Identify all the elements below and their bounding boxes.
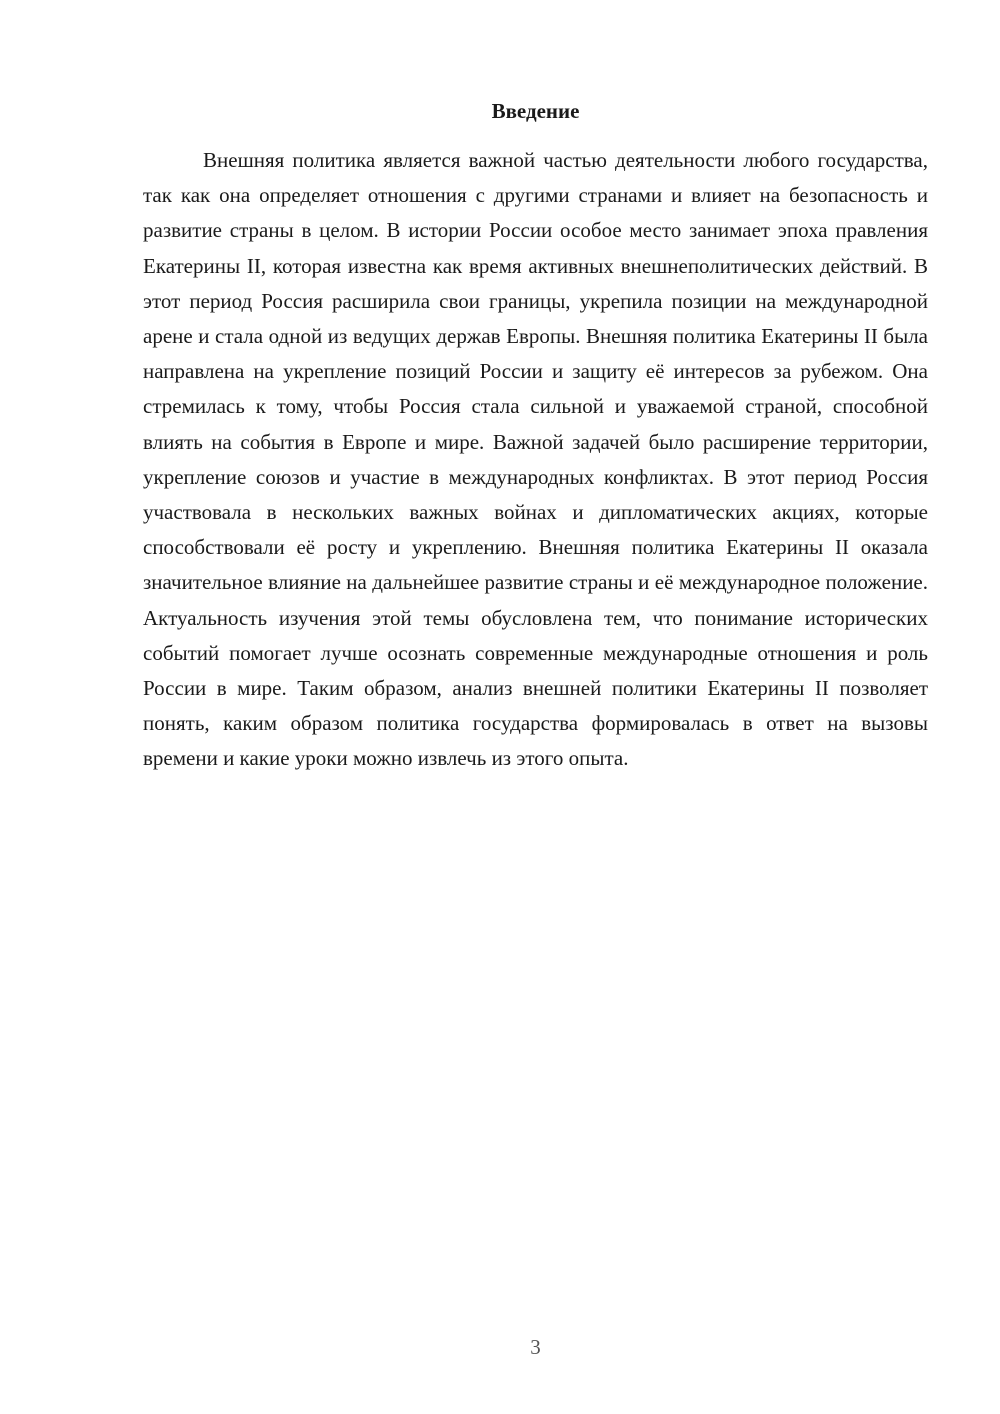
body-paragraph: Внешняя политика является важной частью деятельности любого государства, так как она определяет отношения с другими странами и влияет на безопасность и развитие страны в целом. В истории России особое место занимает эпоха правления Екатерины II, которая известна как время активных внешнеполитических действий. В этот период Россия расширила свои границы, укрепила позиции на международной арене и стала одной из ведущих держав Европы. Внешняя политика Екатерины II была направлена на укрепление позиций России и защиту её интересов за рубежом. Она стремилась к тому, чтобы Россия стала сильной и уважаемой страной, способной влиять на события в Европе и мире. Важной задачей было расширение территории, укрепление союзов и участие в международных конфликтах. В этот период Россия участвовала в нескольких важных войнах и дипломатических акциях, которые способствовали её росту и укреплению. Внешняя политика Екатерины II оказала значительное влияние на дальнейшее развитие страны и её международное положение. Актуальность изучения этой темы обусловлена тем, что понимание исторических событий помогает лучше осознать современные международные отношения и роль России в мире. Таким образом, анализ внешней политики Екатерины II позволяет понять, каким образом политика государства формировалась в ответ на вызовы времени и какие уроки можно извлечь из этого опыта. bbox=[143, 148, 928, 771]
section-heading: Введение bbox=[491, 99, 580, 123]
page-number: 3 bbox=[530, 1335, 541, 1359]
